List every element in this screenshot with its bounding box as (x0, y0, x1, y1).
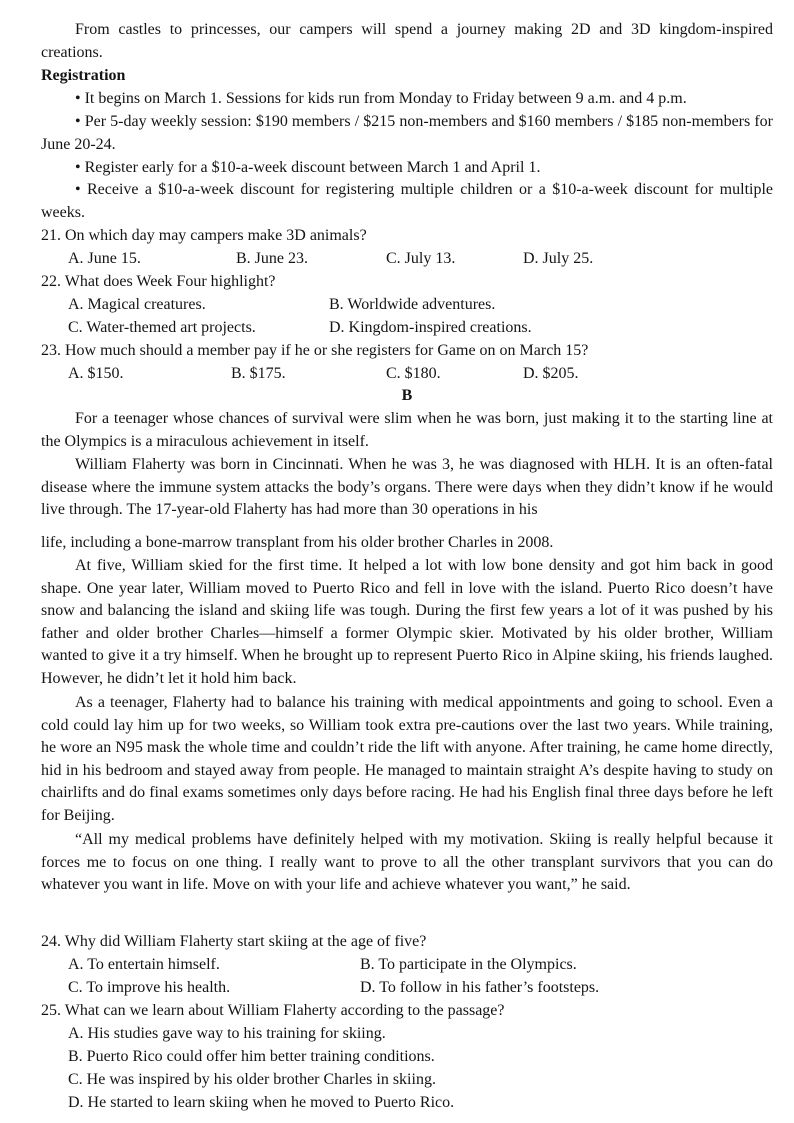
answer-option: A. Magical creatures. (68, 296, 206, 313)
answer-option: A. June 15. (68, 250, 141, 267)
question-stem: 25. What can we learn about William Flaherty according to the passage? (41, 1002, 505, 1019)
answer-option: C. To improve his health. (68, 979, 231, 996)
registration-bullet: • It begins on March 1. Sessions for kids run from Monday to Friday between 9 a.m. and 4 p.m. (75, 90, 687, 107)
passage-paragraph: life, including a bone-marrow transplant from his older brother Charles in 2008. (41, 534, 554, 551)
answer-option: A. His studies gave way to his training for skiing. (68, 1025, 386, 1042)
answer-option: C. $180. (386, 365, 441, 382)
registration-bullet: • Per 5-day weekly session: $190 members / $215 non-members and $160 members / $185 non-members for June 20-24. (41, 113, 773, 153)
question-stem: 21. On which day may campers make 3D animals? (41, 227, 367, 244)
question-stem: 22. What does Week Four highlight? (41, 273, 276, 290)
answer-option: B. $175. (231, 365, 286, 382)
passage-paragraph: “All my medical problems have definitely helped with my motivation. Skiing is really helpful because it forces me to focus on one thing. I really want to prove to all the other transplant survivors that you can do whatever you want in life. Move on with your life and achieve whatever you want,” he said. (41, 831, 773, 894)
answer-option: B. Worldwide adventures. (329, 296, 496, 313)
answer-option: C. He was inspired by his older brother Charles in skiing. (68, 1071, 436, 1088)
passage-paragraph: As a teenager, Flaherty had to balance his training with medical appointments and going to school. Even a cold could lay him up for two weeks, so William took extra pre-cautions over the last two years. While training, he wore an N95 mask the whole time and couldn’t ride the lift with anyone. After training, he came home directly, hid in his bedroom and stayed away from people. He managed to maintain straight A’s despite having to study on chairlifts and do final exams sometimes only days before racing. He had his English final three days before he left for Beijing. (41, 694, 773, 824)
question-stem: 23. How much should a member pay if he or she registers for Game on on March 15? (41, 342, 589, 359)
passage-paragraph: William Flaherty was born in Cincinnati. When he was 3, he was diagnosed with HLH. It is an often-fatal disease where the immune system attacks the body’s organs. There were days when they didn’t know if he would live through. The 17-year-old Flaherty has had more than 30 operations in his (41, 456, 773, 519)
answer-option: D. To follow in his father’s footsteps. (360, 979, 600, 996)
answer-option: D. Kingdom-inspired creations. (329, 319, 532, 336)
intro-paragraph: From castles to princesses, our campers will spend a journey making 2D and 3D kingdom-inspired creations. (41, 21, 773, 61)
passage-paragraph: For a teenager whose chances of survival were slim when he was born, just making it to the starting line at the Olympics is a miraculous achievement in itself. (41, 410, 773, 450)
registration-heading: Registration (41, 67, 126, 84)
answer-option: B. Puerto Rico could offer him better training conditions. (68, 1048, 435, 1065)
answer-option: D. He started to learn skiing when he moved to Puerto Rico. (68, 1094, 455, 1111)
registration-bullet: • Register early for a $10-a-week discount between March 1 and April 1. (75, 159, 541, 176)
answer-option: B. June 23. (236, 250, 308, 267)
passage-paragraph: At five, William skied for the first time. It helped a lot with low bone density and got him back in good shape. One year later, William moved to Puerto Rico and fell in love with the island. Puerto Rico doesn’t have snow and balancing the island and skiing life was tough. During the first few years a lot of it was pushed by his father and older brother Charles—himself a former Olympic skier. Motivated by his older brother, William wanted to give it a try himself. When he brought up to represent Puerto Rico in Alpine skiing, his friends laughed. However, he didn’t let it hold him back. (41, 557, 773, 687)
answer-option: D. $205. (523, 365, 579, 382)
section-title: B (401, 387, 413, 404)
answer-option: A. $150. (68, 365, 124, 382)
answer-option: B. To participate in the Olympics. (360, 956, 577, 973)
answer-option: C. Water-themed art projects. (68, 319, 256, 336)
question-stem: 24. Why did William Flaherty start skiing at the age of five? (41, 933, 427, 950)
answer-option: C. July 13. (386, 250, 456, 267)
registration-bullet: • Receive a $10-a-week discount for registering multiple children or a $10-a-week discount for multiple weeks. (41, 181, 773, 221)
answer-option: A. To entertain himself. (68, 956, 220, 973)
answer-option: D. July 25. (523, 250, 594, 267)
